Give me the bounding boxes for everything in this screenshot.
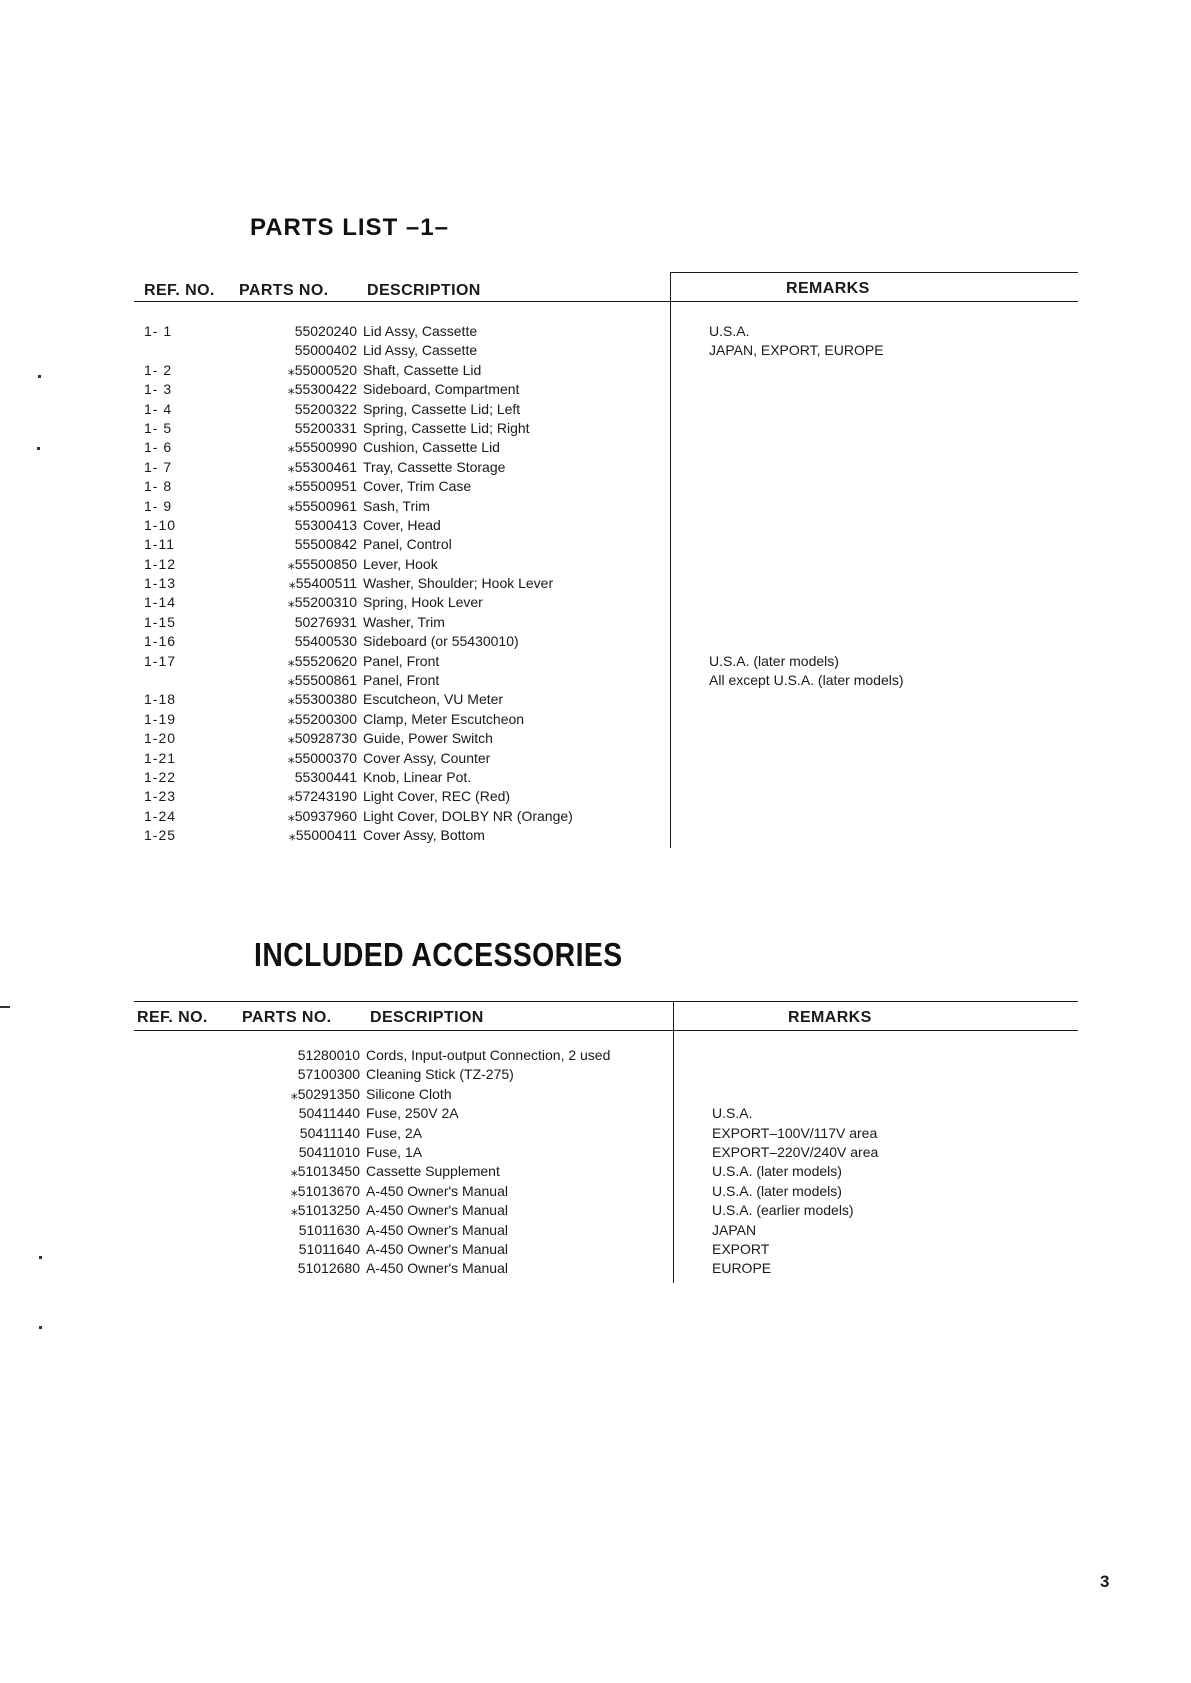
description-cell: Light Cover, DOLBY NR (Orange)	[363, 807, 573, 824]
ref-no-cell: 1-25	[144, 827, 177, 844]
table-row	[137, 1125, 1081, 1144]
description-cell: A-450 Owner's Manual	[366, 1182, 508, 1199]
parts-no-cell: ⁎51013250	[290, 1202, 360, 1219]
description-cell: Knob, Linear Pot.	[363, 768, 472, 785]
ref-no-cell: 1-23	[144, 788, 177, 805]
parts-no-cell: 55300413	[294, 516, 357, 533]
header-bottom-rule	[134, 1030, 1078, 1031]
table-row	[134, 691, 1078, 710]
remarks-cell: U.S.A.	[709, 323, 750, 339]
ref-no-cell: 1-22	[144, 768, 177, 785]
remarks-cell: U.S.A. (later models)	[712, 1182, 842, 1199]
parts-no-cell: ⁎55520620	[287, 652, 357, 669]
table-row	[137, 1241, 1081, 1260]
description-cell: Cleaning Stick (TZ-275)	[366, 1066, 514, 1083]
description-cell: Clamp, Meter Escutcheon	[363, 710, 525, 727]
ref-no-cell: 1- 2	[144, 361, 173, 378]
ref-no-cell: 1-15	[144, 613, 177, 630]
ref-no-cell: 1-14	[144, 594, 177, 611]
description-cell: A-450 Owner's Manual	[366, 1260, 508, 1277]
description-cell: Cover, Trim Case	[363, 478, 472, 495]
accessories-title: INCLUDED ACCESSORIES	[254, 936, 623, 973]
parts-no-cell: ⁎55500861	[287, 672, 357, 689]
ref-no-cell: 1-13	[144, 575, 177, 592]
table-row	[134, 420, 1078, 439]
parts-no-cell: 50411140	[299, 1124, 360, 1141]
table-row	[134, 633, 1078, 652]
header-ref-no: REF. NO.	[144, 282, 215, 299]
page-number: 3	[1100, 1572, 1110, 1591]
header-remarks: REMARKS	[786, 280, 870, 297]
table-row	[134, 653, 1078, 672]
parts-no-cell: ⁎55400511	[288, 575, 357, 592]
parts-list-title: PARTS LIST –1–	[250, 214, 449, 241]
table-row	[134, 575, 1078, 594]
ref-no-cell: 1-24	[144, 807, 177, 824]
accessories-table	[134, 1001, 1078, 1283]
description-cell: Fuse, 1A	[366, 1143, 423, 1160]
description-cell: Panel, Control	[363, 536, 452, 553]
remarks-cell: EUROPE	[712, 1260, 772, 1277]
parts-no-cell: 55300441	[294, 768, 357, 785]
parts-no-cell: ⁎55200300	[287, 710, 357, 727]
parts-list-rows	[134, 323, 1078, 847]
table-row	[137, 1163, 1081, 1182]
ref-no-cell: 1-17	[144, 652, 177, 669]
parts-no-cell: ⁎55000520	[287, 361, 357, 378]
parts-no-cell: 55400530	[294, 633, 357, 650]
parts-no-cell: ⁎55000411	[288, 827, 357, 844]
remarks-cell: JAPAN, EXPORT, EUROPE	[709, 342, 884, 359]
table-row	[137, 1086, 1081, 1105]
description-cell: Cover, Head	[363, 516, 441, 533]
description-cell: Cover Assy, Counter	[363, 749, 491, 766]
parts-no-cell: 50411440	[298, 1105, 360, 1122]
remarks-cell: EXPORT	[712, 1240, 770, 1257]
header-ref-no: REF. NO.	[137, 1009, 208, 1026]
remarks-cell: EXPORT–220V/240V area	[712, 1143, 879, 1160]
ref-no-cell: 1- 5	[144, 419, 173, 436]
table-row	[134, 827, 1078, 846]
parts-no-cell: 55500842	[294, 536, 357, 553]
table-row	[134, 672, 1078, 691]
parts-no-cell: 55000402	[294, 342, 357, 359]
description-cell: Silicone Cloth	[366, 1085, 452, 1102]
description-cell: Cassette Supplement	[366, 1163, 500, 1180]
ref-no-cell: 1-10	[144, 516, 177, 533]
parts-no-cell: ⁎55500850	[287, 555, 357, 572]
description-cell: Panel, Front	[363, 672, 440, 689]
table-row	[137, 1066, 1081, 1085]
description-cell: A-450 Owner's Manual	[366, 1202, 508, 1219]
table-row	[134, 362, 1078, 381]
parts-no-cell: 51280010	[297, 1047, 360, 1063]
parts-no-cell: ⁎50937960	[287, 807, 357, 824]
description-cell: A-450 Owner's Manual	[366, 1221, 508, 1238]
description-cell: Shaft, Cassette Lid	[363, 361, 482, 378]
table-row	[134, 788, 1078, 807]
header-parts-no: PARTS NO.	[242, 1009, 332, 1026]
description-cell: Lever, Hook	[363, 555, 438, 572]
table-row	[134, 323, 1078, 342]
parts-no-cell: 51011640	[298, 1240, 360, 1257]
ref-no-cell: 1- 3	[144, 381, 173, 398]
table-row	[134, 517, 1078, 536]
ref-no-cell: 1- 4	[144, 400, 173, 417]
description-cell: Fuse, 250V 2A	[366, 1105, 459, 1122]
description-cell: Lid Assy, Cassette	[363, 342, 478, 359]
parts-no-cell: 55020240	[294, 323, 357, 339]
parts-no-cell: 55200322	[294, 400, 357, 417]
parts-no-cell: 51012680	[297, 1260, 360, 1277]
ref-no-cell: 1-19	[144, 710, 177, 727]
parts-no-cell: ⁎57243190	[287, 788, 357, 805]
description-cell: Fuse, 2A	[366, 1124, 423, 1141]
margin-mark	[38, 375, 41, 378]
table-row	[137, 1047, 1081, 1066]
table-row	[134, 459, 1078, 478]
description-cell: Guide, Power Switch	[363, 730, 493, 747]
table-row	[134, 536, 1078, 555]
remarks-cell: U.S.A. (earlier models)	[712, 1202, 854, 1219]
parts-no-cell: ⁎55000370	[287, 749, 357, 766]
table-row	[134, 808, 1078, 827]
parts-no-cell: ⁎55300422	[287, 381, 357, 398]
ref-no-cell: 1- 1	[144, 323, 173, 339]
description-cell: Washer, Trim	[363, 613, 445, 630]
table-row	[134, 556, 1078, 575]
header-remarks: REMARKS	[788, 1009, 872, 1026]
parts-no-cell: ⁎55200310	[287, 594, 357, 611]
remarks-cell: U.S.A. (later models)	[712, 1163, 842, 1180]
parts-list-table	[134, 272, 1078, 848]
parts-no-cell: 50411010	[298, 1143, 360, 1160]
header-parts-no: PARTS NO.	[239, 282, 329, 299]
ref-no-cell: 1-20	[144, 730, 177, 747]
table-row	[134, 498, 1078, 517]
description-cell: Escutcheon, VU Meter	[363, 691, 504, 708]
ref-no-cell: 1- 6	[144, 439, 173, 456]
margin-mark	[39, 1326, 42, 1329]
description-cell: Tray, Cassette Storage	[363, 458, 506, 475]
description-cell: Cushion, Cassette Lid	[363, 439, 500, 456]
ref-no-cell: 1- 9	[144, 497, 173, 514]
table-row	[134, 401, 1078, 420]
table-row	[134, 730, 1078, 749]
parts-no-cell: ⁎55500951	[287, 478, 357, 495]
table-row	[137, 1105, 1081, 1124]
parts-no-cell: 51011630	[298, 1221, 360, 1238]
description-cell: Lid Assy, Cassette	[363, 323, 478, 339]
ref-no-cell: 1-18	[144, 691, 177, 708]
ref-no-cell: 1- 8	[144, 478, 173, 495]
parts-no-cell: ⁎51013670	[290, 1182, 360, 1199]
description-cell: Sideboard, Compartment	[363, 381, 520, 398]
ref-no-cell: 1-12	[144, 555, 177, 572]
parts-no-cell: ⁎50291350	[290, 1085, 360, 1102]
description-cell: Spring, Cassette Lid; Left	[363, 400, 521, 417]
header-description: DESCRIPTION	[367, 282, 481, 299]
remarks-cell: JAPAN	[712, 1221, 757, 1238]
ref-no-cell: 1- 7	[144, 458, 173, 475]
parts-no-cell: ⁎55300461	[287, 458, 357, 475]
table-row	[137, 1202, 1081, 1221]
table-row	[137, 1183, 1081, 1202]
header-description: DESCRIPTION	[370, 1009, 484, 1026]
table-row	[137, 1260, 1081, 1279]
description-cell: Cords, Input-output Connection, 2 used	[366, 1047, 611, 1063]
table-row	[137, 1222, 1081, 1241]
margin-mark	[37, 447, 40, 450]
header-top-rule	[670, 272, 1078, 273]
description-cell: Light Cover, REC (Red)	[363, 788, 511, 805]
description-cell: Spring, Hook Lever	[363, 594, 483, 611]
table-row	[134, 711, 1078, 730]
table-row	[134, 594, 1078, 613]
table-row	[134, 478, 1078, 497]
table-row	[134, 614, 1078, 633]
parts-no-cell: 50276931	[294, 613, 357, 630]
header-bottom-rule	[134, 301, 1078, 302]
table-row	[134, 750, 1078, 769]
description-cell: Spring, Cassette Lid; Right	[363, 419, 530, 436]
description-cell: Washer, Shoulder; Hook Lever	[363, 575, 554, 592]
description-cell: Sash, Trim	[363, 497, 430, 514]
parts-no-cell: ⁎51013450	[290, 1163, 360, 1180]
table-row	[134, 769, 1078, 788]
remarks-cell: EXPORT–100V/117V area	[712, 1124, 878, 1141]
table-row	[134, 342, 1078, 361]
parts-no-cell: ⁎50928730	[287, 730, 357, 747]
ref-no-cell: 1-21	[144, 749, 177, 766]
margin-mark	[0, 1006, 10, 1008]
parts-no-cell: 55200331	[294, 419, 357, 436]
parts-no-cell: ⁎55300380	[287, 691, 357, 708]
remarks-cell: U.S.A.	[712, 1105, 753, 1122]
table-row	[134, 381, 1078, 400]
remarks-cell: U.S.A. (later models)	[709, 652, 839, 669]
ref-no-cell: 1-11	[144, 536, 175, 553]
remarks-cell: All except U.S.A. (later models)	[709, 672, 904, 689]
margin-mark	[39, 1256, 42, 1259]
description-cell: A-450 Owner's Manual	[366, 1240, 508, 1257]
accessories-rows	[137, 1047, 1081, 1280]
table-row	[137, 1144, 1081, 1163]
description-cell: Panel, Front	[363, 652, 440, 669]
header-top-rule	[134, 1001, 1078, 1002]
parts-no-cell: ⁎55500961	[287, 497, 357, 514]
parts-no-cell: ⁎55500990	[287, 439, 357, 456]
parts-no-cell: 57100300	[297, 1066, 360, 1083]
table-row	[134, 439, 1078, 458]
ref-no-cell: 1-16	[144, 633, 177, 650]
description-cell: Cover Assy, Bottom	[363, 827, 485, 844]
description-cell: Sideboard (or 55430010)	[363, 633, 519, 650]
